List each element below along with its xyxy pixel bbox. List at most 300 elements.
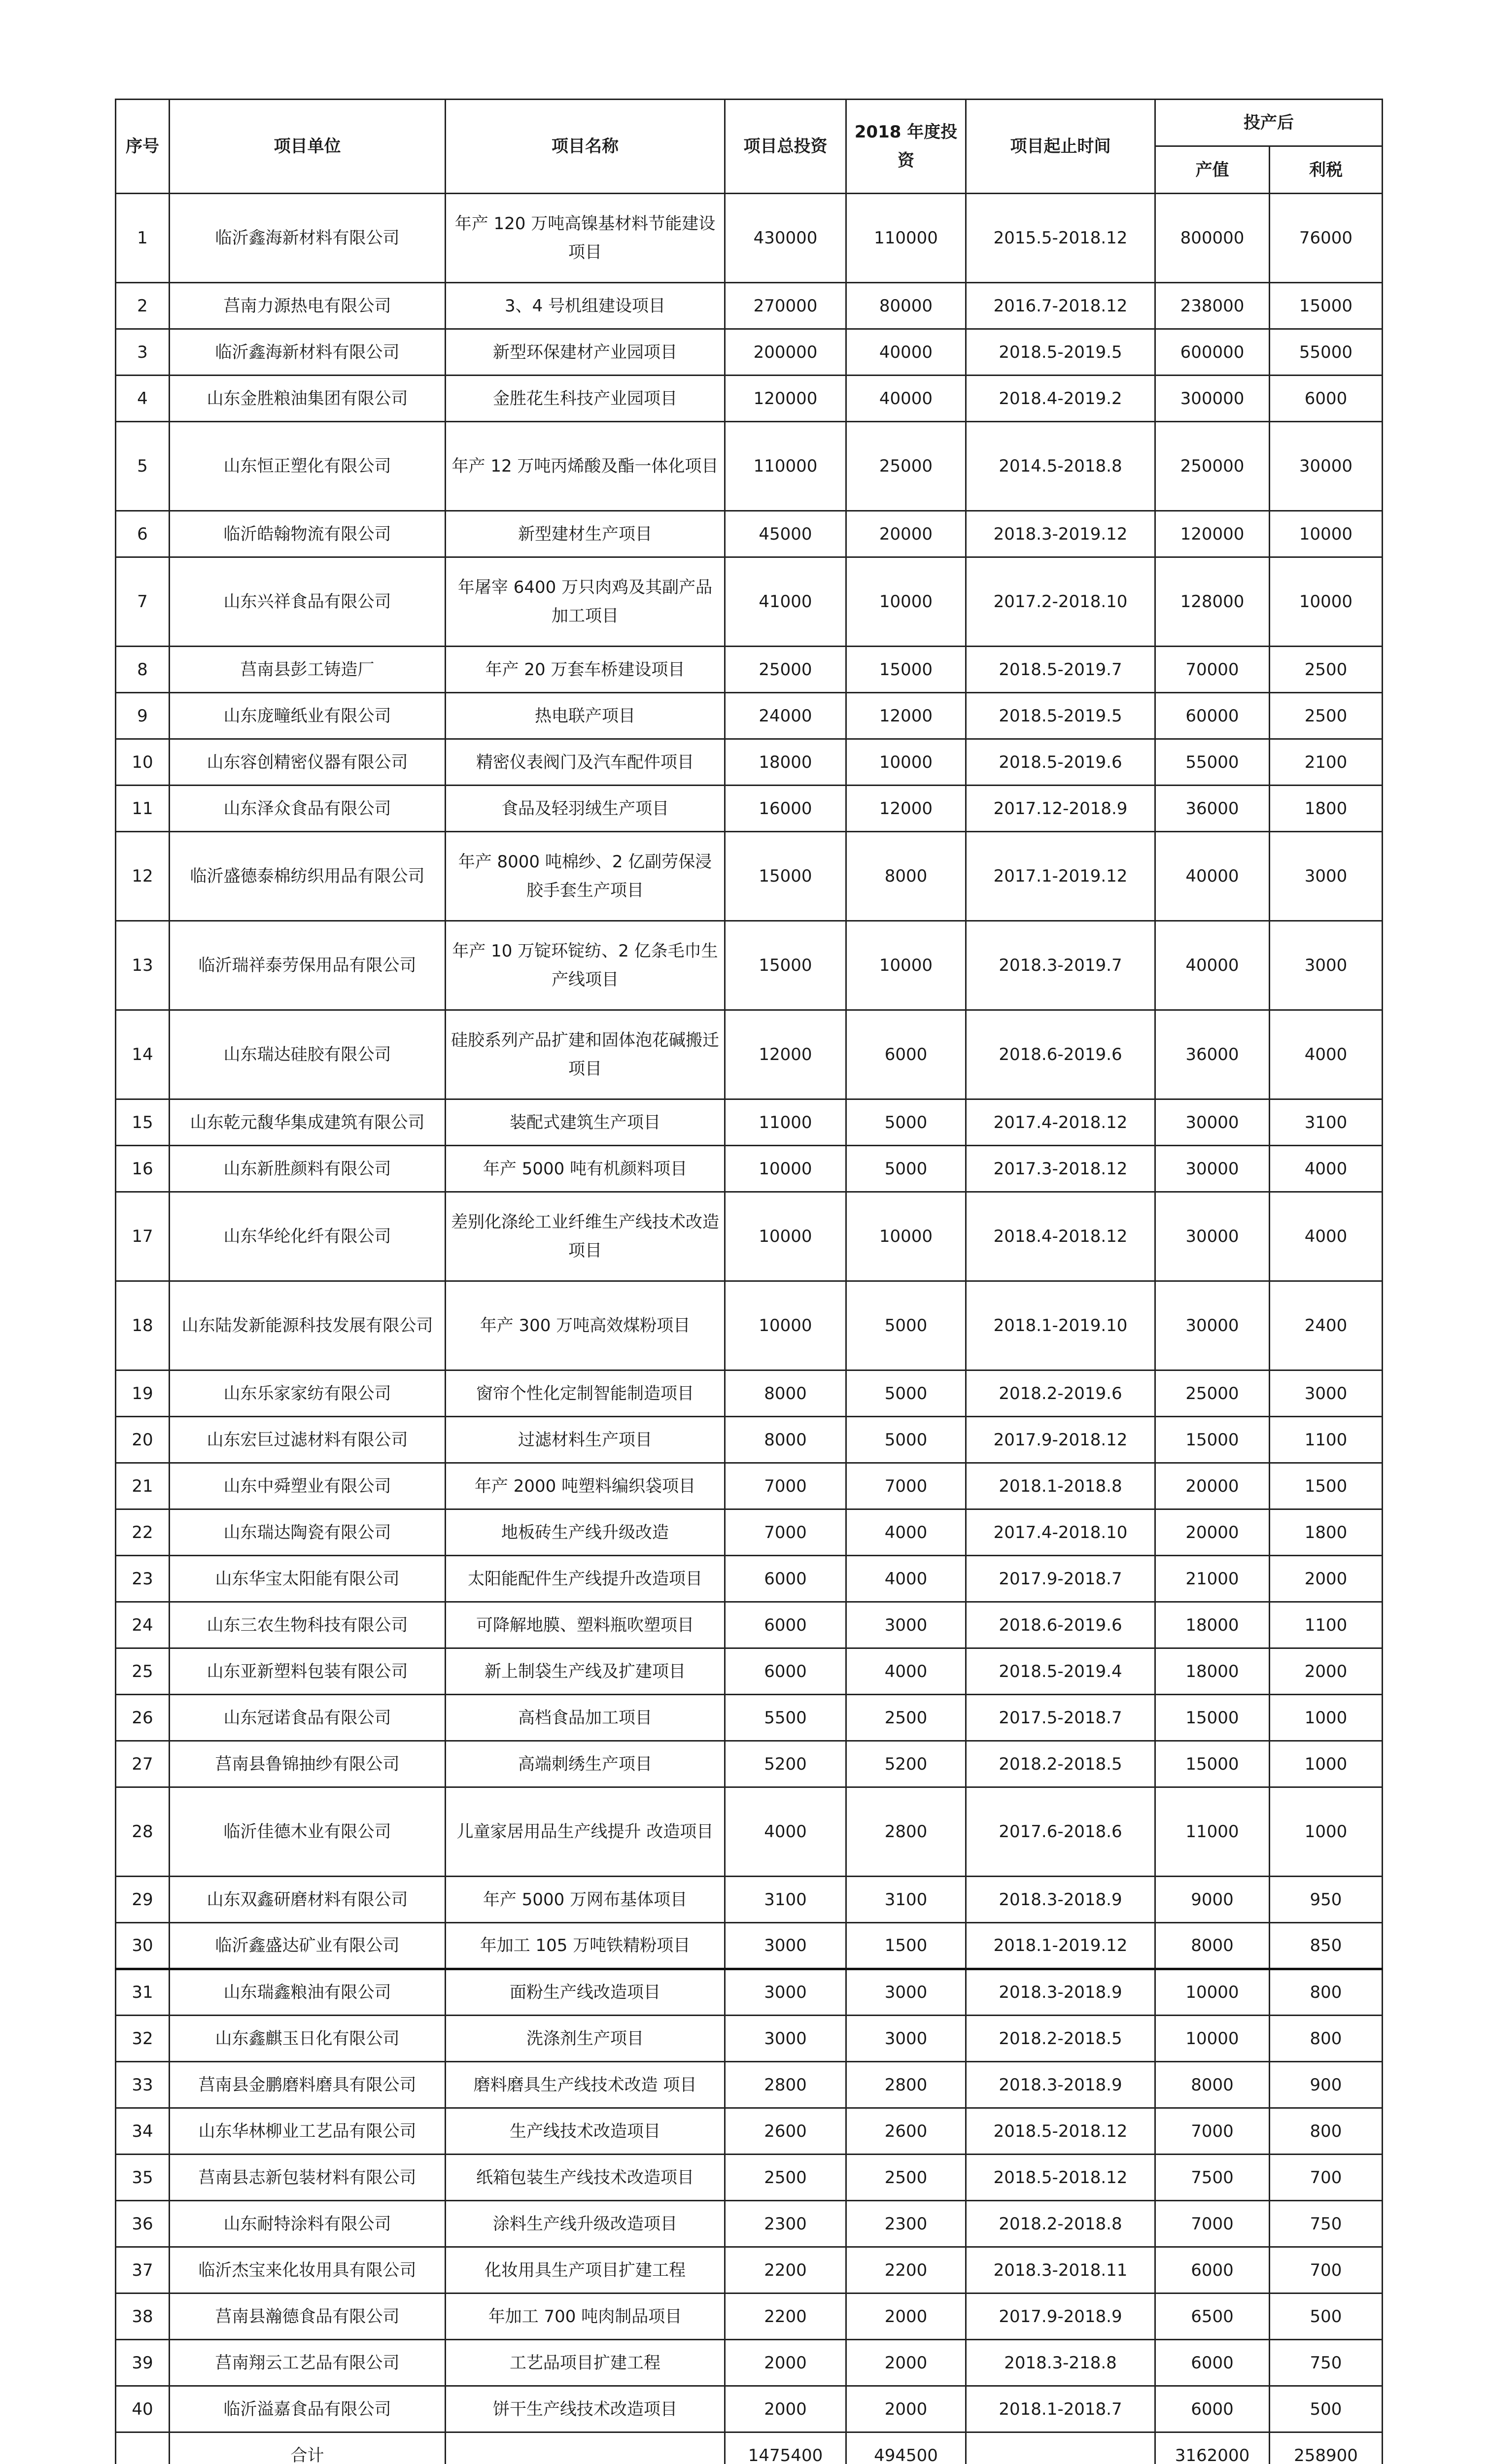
cell-total-invest: 8000 bbox=[725, 1370, 846, 1417]
cell-tax: 2500 bbox=[1270, 647, 1383, 693]
cell-output: 7000 bbox=[1155, 2108, 1270, 2155]
cell-total-invest: 45000 bbox=[725, 511, 846, 557]
cell-unit: 山东瑞达硅胶有限公司 bbox=[170, 1010, 446, 1099]
cell-period: 2018.3-2019.12 bbox=[966, 511, 1155, 557]
cell-name: 年屠宰 6400 万只肉鸡及其副产品加工项目 bbox=[446, 557, 725, 647]
cell-output: 300000 bbox=[1155, 376, 1270, 422]
cell-period: 2018.1-2019.10 bbox=[966, 1281, 1155, 1370]
header-row bbox=[116, 100, 1383, 146]
cell-name: 高端刺绣生产项目 bbox=[446, 1741, 725, 1787]
table-body bbox=[116, 194, 1383, 2432]
cell-total-invest: 8000 bbox=[725, 1417, 846, 1463]
cell-invest-2018: 2000 bbox=[846, 2340, 966, 2386]
cell-unit: 山东陆发新能源科技发展有限公司 bbox=[170, 1281, 446, 1370]
cell-tax: 750 bbox=[1270, 2340, 1383, 2386]
cell-seq: 20 bbox=[116, 1417, 170, 1463]
cell-output: 6000 bbox=[1155, 2340, 1270, 2386]
cell-output: 30000 bbox=[1155, 1099, 1270, 1146]
cell-output: 40000 bbox=[1155, 832, 1270, 921]
cell-output: 15000 bbox=[1155, 1417, 1270, 1463]
header-invest-2018: 2018 年度投资 bbox=[846, 100, 966, 194]
table-row bbox=[116, 1695, 1383, 1741]
cell-name: 工艺品项目扩建工程 bbox=[446, 2340, 725, 2386]
cell-period: 2018.3-2018.9 bbox=[966, 1877, 1155, 1923]
cell-seq: 37 bbox=[116, 2247, 170, 2293]
table-row bbox=[116, 376, 1383, 422]
cell-name: 太阳能配件生产线提升改造项目 bbox=[446, 1556, 725, 1602]
cell-seq: 29 bbox=[116, 1877, 170, 1923]
cell-name: 年产 5000 万网布基体项目 bbox=[446, 1877, 725, 1923]
cell-period: 2017.4-2018.10 bbox=[966, 1509, 1155, 1556]
cell-period: 2018.5-2019.6 bbox=[966, 739, 1155, 786]
cell-output: 250000 bbox=[1155, 422, 1270, 511]
cell-total-invest: 16000 bbox=[725, 786, 846, 832]
table-row bbox=[116, 1463, 1383, 1509]
cell-invest-2018: 5000 bbox=[846, 1417, 966, 1463]
cell-unit: 山东瑞达陶瓷有限公司 bbox=[170, 1509, 446, 1556]
cell-output: 40000 bbox=[1155, 921, 1270, 1010]
cell-name: 饼干生产线技术改造项目 bbox=[446, 2386, 725, 2432]
cell-invest-2018: 3100 bbox=[846, 1877, 966, 1923]
cell-total-invest: 2300 bbox=[725, 2201, 846, 2247]
cell-name: 年产 2000 吨塑料编织袋项目 bbox=[446, 1463, 725, 1509]
cell-invest-2018: 2300 bbox=[846, 2201, 966, 2247]
cell-period: 2016.7-2018.12 bbox=[966, 283, 1155, 329]
cell-output: 238000 bbox=[1155, 283, 1270, 329]
cell-invest-2018: 12000 bbox=[846, 786, 966, 832]
cell-tax: 55000 bbox=[1270, 329, 1383, 376]
header-output: 产值 bbox=[1155, 146, 1270, 194]
cell-name: 年产 10 万锭环锭纺、2 亿条毛巾生产线项目 bbox=[446, 921, 725, 1010]
cell-seq: 40 bbox=[116, 2386, 170, 2432]
cell-seq: 33 bbox=[116, 2062, 170, 2108]
cell-unit: 莒南县鲁锦抽纱有限公司 bbox=[170, 1741, 446, 1787]
cell-name: 新上制袋生产线及扩建项目 bbox=[446, 1648, 725, 1695]
cell-seq: 8 bbox=[116, 647, 170, 693]
cell-unit: 临沂鑫盛达矿业有限公司 bbox=[170, 1923, 446, 1969]
cell-unit: 山东新胜颜料有限公司 bbox=[170, 1146, 446, 1192]
cell-seq: 23 bbox=[116, 1556, 170, 1602]
cell-output: 600000 bbox=[1155, 329, 1270, 376]
cell-total-invest: 18000 bbox=[725, 739, 846, 786]
cell-total-invest: 10000 bbox=[725, 1281, 846, 1370]
cell-name: 年加工 105 万吨铁精粉项目 bbox=[446, 1923, 725, 1969]
cell-unit: 临沂瑞祥泰劳保用品有限公司 bbox=[170, 921, 446, 1010]
cell-total-invest: 2200 bbox=[725, 2247, 846, 2293]
cell-name: 过滤材料生产项目 bbox=[446, 1417, 725, 1463]
cell-total-invest: 2600 bbox=[725, 2108, 846, 2155]
cell-tax: 1100 bbox=[1270, 1602, 1383, 1648]
table-row bbox=[116, 2155, 1383, 2201]
cell-output: 21000 bbox=[1155, 1556, 1270, 1602]
cell-seq: 22 bbox=[116, 1509, 170, 1556]
cell-total-invest: 10000 bbox=[725, 1192, 846, 1281]
table-row bbox=[116, 1281, 1383, 1370]
cell-name: 儿童家居用品生产线提升 改造项目 bbox=[446, 1787, 725, 1877]
cell-seq: 9 bbox=[116, 693, 170, 739]
cell-invest-2018: 40000 bbox=[846, 376, 966, 422]
cell-period: 2018.5-2019.5 bbox=[966, 693, 1155, 739]
cell-unit: 山东乐家家纺有限公司 bbox=[170, 1370, 446, 1417]
cell-invest-2018: 2800 bbox=[846, 1787, 966, 1877]
table-row bbox=[116, 1556, 1383, 1602]
cell-period: 2018.6-2019.6 bbox=[966, 1010, 1155, 1099]
cell-unit: 山东容创精密仪器有限公司 bbox=[170, 739, 446, 786]
table-row bbox=[116, 511, 1383, 557]
cell-total-invest: 7000 bbox=[725, 1509, 846, 1556]
cell-total-invest: 2200 bbox=[725, 2293, 846, 2340]
cell-seq: 2 bbox=[116, 283, 170, 329]
cell-unit: 山东宏巨过滤材料有限公司 bbox=[170, 1417, 446, 1463]
cell-unit: 莒南县金鹏磨料磨具有限公司 bbox=[170, 2062, 446, 2108]
cell-seq: 24 bbox=[116, 1602, 170, 1648]
cell-invest-2018: 25000 bbox=[846, 422, 966, 511]
cell-name: 纸箱包装生产线技术改造项目 bbox=[446, 2155, 725, 2201]
header-total-invest: 项目总投资 bbox=[725, 100, 846, 194]
cell-total-invest: 5500 bbox=[725, 1695, 846, 1741]
cell-name: 食品及轻羽绒生产项目 bbox=[446, 786, 725, 832]
cell-tax: 15000 bbox=[1270, 283, 1383, 329]
cell-tax: 2400 bbox=[1270, 1281, 1383, 1370]
cell-tax: 1500 bbox=[1270, 1463, 1383, 1509]
cell-output: 8000 bbox=[1155, 1923, 1270, 1969]
cell-tax: 1800 bbox=[1270, 786, 1383, 832]
cell-output: 15000 bbox=[1155, 1741, 1270, 1787]
cell-output: 20000 bbox=[1155, 1509, 1270, 1556]
cell-output: 7000 bbox=[1155, 2201, 1270, 2247]
cell-name: 高档食品加工项目 bbox=[446, 1695, 725, 1741]
cell-period: 2018.2-2019.6 bbox=[966, 1370, 1155, 1417]
cell-tax: 1000 bbox=[1270, 1787, 1383, 1877]
cell-unit: 临沂鑫海新材料有限公司 bbox=[170, 329, 446, 376]
header-seq: 序号 bbox=[116, 100, 170, 194]
header-period: 项目起止时间 bbox=[966, 100, 1155, 194]
cell-tax: 1800 bbox=[1270, 1509, 1383, 1556]
cell-total-invest: 7000 bbox=[725, 1463, 846, 1509]
cell-tax: 900 bbox=[1270, 2062, 1383, 2108]
cell-seq: 12 bbox=[116, 832, 170, 921]
cell-seq: 36 bbox=[116, 2201, 170, 2247]
cell-unit: 山东冠诺食品有限公司 bbox=[170, 1695, 446, 1741]
cell-period: 2018.4-2019.2 bbox=[966, 376, 1155, 422]
table-row bbox=[116, 2016, 1383, 2062]
cell-invest-2018: 40000 bbox=[846, 329, 966, 376]
cell-invest-2018: 6000 bbox=[846, 1010, 966, 1099]
cell-tax: 4000 bbox=[1270, 1192, 1383, 1281]
cell-name: 装配式建筑生产项目 bbox=[446, 1099, 725, 1146]
cell-output: 25000 bbox=[1155, 1370, 1270, 1417]
cell-tax: 700 bbox=[1270, 2247, 1383, 2293]
cell-tax: 3100 bbox=[1270, 1099, 1383, 1146]
cell-period: 2018.1-2019.12 bbox=[966, 1923, 1155, 1969]
cell-invest-2018: 5000 bbox=[846, 1370, 966, 1417]
cell-name: 年产 8000 吨棉纱、2 亿副劳保浸胶手套生产项目 bbox=[446, 832, 725, 921]
cell-seq: 27 bbox=[116, 1741, 170, 1787]
cell-name: 硅胶系列产品扩建和固体泡花碱搬迁项目 bbox=[446, 1010, 725, 1099]
cell-tax: 4000 bbox=[1270, 1146, 1383, 1192]
cell-total-invest: 3100 bbox=[725, 1877, 846, 1923]
cell-unit: 临沂杰宝来化妆用具有限公司 bbox=[170, 2247, 446, 2293]
cell-period: 2018.1-2018.7 bbox=[966, 2386, 1155, 2432]
cell-total-invest: 4000 bbox=[725, 1787, 846, 1877]
cell-seq: 14 bbox=[116, 1010, 170, 1099]
table-row bbox=[116, 283, 1383, 329]
cell-invest-2018: 2600 bbox=[846, 2108, 966, 2155]
cell-total-invest: 3000 bbox=[725, 2016, 846, 2062]
cell-output: 55000 bbox=[1155, 739, 1270, 786]
total-tax: 258900 bbox=[1270, 2432, 1383, 2464]
cell-total-invest: 430000 bbox=[725, 194, 846, 283]
cell-name: 年产 5000 吨有机颜料项目 bbox=[446, 1146, 725, 1192]
cell-invest-2018: 10000 bbox=[846, 557, 966, 647]
table-row bbox=[116, 1370, 1383, 1417]
cell-total-invest: 3000 bbox=[725, 1969, 846, 2016]
cell-unit: 山东双鑫研磨材料有限公司 bbox=[170, 1877, 446, 1923]
cell-invest-2018: 8000 bbox=[846, 832, 966, 921]
table-row bbox=[116, 1969, 1383, 2016]
cell-period: 2018.3-2018.9 bbox=[966, 2062, 1155, 2108]
cell-seq: 32 bbox=[116, 2016, 170, 2062]
cell-seq: 1 bbox=[116, 194, 170, 283]
cell-period: 2017.9-2018.9 bbox=[966, 2293, 1155, 2340]
cell-period: 2017.2-2018.10 bbox=[966, 557, 1155, 647]
cell-tax: 2000 bbox=[1270, 1648, 1383, 1695]
cell-invest-2018: 5000 bbox=[846, 1281, 966, 1370]
cell-output: 128000 bbox=[1155, 557, 1270, 647]
cell-invest-2018: 4000 bbox=[846, 1509, 966, 1556]
cell-name: 热电联产项目 bbox=[446, 693, 725, 739]
cell-period: 2015.5-2018.12 bbox=[966, 194, 1155, 283]
table-row bbox=[116, 2108, 1383, 2155]
table-row bbox=[116, 1146, 1383, 1192]
cell-name: 年产 120 万吨高镍基材料节能建设项目 bbox=[446, 194, 725, 283]
table-row bbox=[116, 1099, 1383, 1146]
cell-seq: 11 bbox=[116, 786, 170, 832]
cell-seq: 35 bbox=[116, 2155, 170, 2201]
table-row bbox=[116, 1602, 1383, 1648]
cell-tax: 850 bbox=[1270, 1923, 1383, 1969]
cell-name: 年加工 700 吨肉制品项目 bbox=[446, 2293, 725, 2340]
table-row bbox=[116, 786, 1383, 832]
cell-period: 2018.3-2018.11 bbox=[966, 2247, 1155, 2293]
table-row bbox=[116, 647, 1383, 693]
cell-period: 2017.6-2018.6 bbox=[966, 1787, 1155, 1877]
cell-tax: 4000 bbox=[1270, 1010, 1383, 1099]
cell-seq: 25 bbox=[116, 1648, 170, 1695]
cell-period: 2017.9-2018.12 bbox=[966, 1417, 1155, 1463]
table-row bbox=[116, 1417, 1383, 1463]
cell-tax: 2500 bbox=[1270, 693, 1383, 739]
cell-period: 2018.5-2018.12 bbox=[966, 2155, 1155, 2201]
cell-seq: 15 bbox=[116, 1099, 170, 1146]
cell-unit: 山东庞疃纸业有限公司 bbox=[170, 693, 446, 739]
cell-tax: 3000 bbox=[1270, 921, 1383, 1010]
cell-invest-2018: 4000 bbox=[846, 1556, 966, 1602]
cell-period: 2018.5-2019.7 bbox=[966, 647, 1155, 693]
cell-invest-2018: 15000 bbox=[846, 647, 966, 693]
table-row bbox=[116, 832, 1383, 921]
cell-tax: 700 bbox=[1270, 2155, 1383, 2201]
cell-unit: 山东三农生物科技有限公司 bbox=[170, 1602, 446, 1648]
cell-period: 2017.1-2019.12 bbox=[966, 832, 1155, 921]
cell-unit: 山东中舜塑业有限公司 bbox=[170, 1463, 446, 1509]
cell-output: 60000 bbox=[1155, 693, 1270, 739]
cell-total-invest: 120000 bbox=[725, 376, 846, 422]
cell-invest-2018: 1500 bbox=[846, 1923, 966, 1969]
cell-invest-2018: 4000 bbox=[846, 1648, 966, 1695]
cell-unit: 山东瑞鑫粮油有限公司 bbox=[170, 1969, 446, 2016]
cell-tax: 3000 bbox=[1270, 832, 1383, 921]
cell-total-invest: 6000 bbox=[725, 1648, 846, 1695]
total-invest: 1475400 bbox=[725, 2432, 846, 2464]
cell-output: 30000 bbox=[1155, 1146, 1270, 1192]
cell-unit: 山东华林柳业工艺品有限公司 bbox=[170, 2108, 446, 2155]
cell-period: 2018.4-2018.12 bbox=[966, 1192, 1155, 1281]
cell-unit: 山东金胜粮油集团有限公司 bbox=[170, 376, 446, 422]
table-row bbox=[116, 2247, 1383, 2293]
cell-period: 2017.4-2018.12 bbox=[966, 1099, 1155, 1146]
cell-seq: 18 bbox=[116, 1281, 170, 1370]
cell-seq: 34 bbox=[116, 2108, 170, 2155]
cell-tax: 76000 bbox=[1270, 194, 1383, 283]
table-row bbox=[116, 194, 1383, 283]
cell-period: 2018.3-2019.7 bbox=[966, 921, 1155, 1010]
cell-invest-2018: 2500 bbox=[846, 1695, 966, 1741]
cell-output: 6000 bbox=[1155, 2386, 1270, 2432]
cell-seq: 7 bbox=[116, 557, 170, 647]
table-row bbox=[116, 921, 1383, 1010]
cell-unit: 山东恒正塑化有限公司 bbox=[170, 422, 446, 511]
cell-total-invest: 25000 bbox=[725, 647, 846, 693]
cell-tax: 500 bbox=[1270, 2293, 1383, 2340]
table-row bbox=[116, 1787, 1383, 1877]
cell-unit: 莒南力源热电有限公司 bbox=[170, 283, 446, 329]
cell-name: 窗帘个性化定制智能制造项目 bbox=[446, 1370, 725, 1417]
cell-tax: 2100 bbox=[1270, 739, 1383, 786]
cell-period: 2017.12-2018.9 bbox=[966, 786, 1155, 832]
cell-unit: 山东泽众食品有限公司 bbox=[170, 786, 446, 832]
cell-tax: 800 bbox=[1270, 1969, 1383, 2016]
cell-period: 2018.2-2018.8 bbox=[966, 2201, 1155, 2247]
table-row bbox=[116, 2386, 1383, 2432]
total-row bbox=[116, 2432, 1383, 2464]
cell-output: 18000 bbox=[1155, 1602, 1270, 1648]
total-invest-2018: 494500 bbox=[846, 2432, 966, 2464]
cell-total-invest: 5200 bbox=[725, 1741, 846, 1787]
cell-output: 10000 bbox=[1155, 2016, 1270, 2062]
total-output: 3162000 bbox=[1155, 2432, 1270, 2464]
cell-output: 20000 bbox=[1155, 1463, 1270, 1509]
cell-name: 新型建材生产项目 bbox=[446, 511, 725, 557]
cell-invest-2018: 5200 bbox=[846, 1741, 966, 1787]
cell-invest-2018: 3000 bbox=[846, 1602, 966, 1648]
cell-output: 36000 bbox=[1155, 786, 1270, 832]
table-row bbox=[116, 1192, 1383, 1281]
cell-period: 2018.3-218.8 bbox=[966, 2340, 1155, 2386]
cell-unit: 临沂鑫海新材料有限公司 bbox=[170, 194, 446, 283]
total-period bbox=[966, 2432, 1155, 2464]
project-table bbox=[115, 99, 1383, 2464]
cell-name: 涂料生产线升级改造项目 bbox=[446, 2201, 725, 2247]
cell-name: 年产 12 万吨丙烯酸及酯一体化项目 bbox=[446, 422, 725, 511]
cell-name: 洗涤剂生产项目 bbox=[446, 2016, 725, 2062]
cell-invest-2018: 2000 bbox=[846, 2293, 966, 2340]
cell-unit: 临沂溢嘉食品有限公司 bbox=[170, 2386, 446, 2432]
cell-seq: 31 bbox=[116, 1969, 170, 2016]
cell-total-invest: 2000 bbox=[725, 2340, 846, 2386]
table-row bbox=[116, 2340, 1383, 2386]
table-row bbox=[116, 693, 1383, 739]
cell-total-invest: 11000 bbox=[725, 1099, 846, 1146]
cell-tax: 2000 bbox=[1270, 1556, 1383, 1602]
total-label: 合计 bbox=[170, 2432, 446, 2464]
cell-tax: 3000 bbox=[1270, 1370, 1383, 1417]
cell-output: 30000 bbox=[1155, 1192, 1270, 1281]
cell-output: 8000 bbox=[1155, 2062, 1270, 2108]
cell-seq: 4 bbox=[116, 376, 170, 422]
cell-invest-2018: 12000 bbox=[846, 693, 966, 739]
cell-tax: 800 bbox=[1270, 2016, 1383, 2062]
cell-invest-2018: 2200 bbox=[846, 2247, 966, 2293]
cell-period: 2018.2-2018.5 bbox=[966, 1741, 1155, 1787]
cell-period: 2018.1-2018.8 bbox=[966, 1463, 1155, 1509]
cell-output: 36000 bbox=[1155, 1010, 1270, 1099]
cell-name: 差别化涤纶工业纤维生产线技术改造项目 bbox=[446, 1192, 725, 1281]
cell-output: 15000 bbox=[1155, 1695, 1270, 1741]
cell-seq: 39 bbox=[116, 2340, 170, 2386]
cell-name: 化妆用具生产项目扩建工程 bbox=[446, 2247, 725, 2293]
cell-invest-2018: 3000 bbox=[846, 2016, 966, 2062]
cell-unit: 山东耐特涂料有限公司 bbox=[170, 2201, 446, 2247]
cell-total-invest: 15000 bbox=[725, 921, 846, 1010]
table-row bbox=[116, 1648, 1383, 1695]
table-row bbox=[116, 1923, 1383, 1969]
cell-unit: 临沂皓翰物流有限公司 bbox=[170, 511, 446, 557]
cell-invest-2018: 7000 bbox=[846, 1463, 966, 1509]
cell-total-invest: 3000 bbox=[725, 1923, 846, 1969]
table-row bbox=[116, 329, 1383, 376]
header-after: 投产后 bbox=[1155, 100, 1383, 146]
cell-invest-2018: 3000 bbox=[846, 1969, 966, 2016]
cell-seq: 6 bbox=[116, 511, 170, 557]
cell-tax: 1000 bbox=[1270, 1741, 1383, 1787]
cell-seq: 10 bbox=[116, 739, 170, 786]
cell-output: 30000 bbox=[1155, 1281, 1270, 1370]
cell-invest-2018: 10000 bbox=[846, 739, 966, 786]
cell-unit: 临沂盛德泰棉纺织用品有限公司 bbox=[170, 832, 446, 921]
header-unit: 项目单位 bbox=[170, 100, 446, 194]
cell-period: 2018.5-2019.5 bbox=[966, 329, 1155, 376]
cell-total-invest: 15000 bbox=[725, 832, 846, 921]
cell-period: 2018.5-2018.12 bbox=[966, 2108, 1155, 2155]
cell-period: 2017.5-2018.7 bbox=[966, 1695, 1155, 1741]
cell-unit: 山东华宝太阳能有限公司 bbox=[170, 1556, 446, 1602]
cell-period: 2018.3-2018.9 bbox=[966, 1969, 1155, 2016]
cell-unit: 山东鑫麒玉日化有限公司 bbox=[170, 2016, 446, 2062]
cell-total-invest: 6000 bbox=[725, 1602, 846, 1648]
cell-total-invest: 41000 bbox=[725, 557, 846, 647]
cell-invest-2018: 10000 bbox=[846, 921, 966, 1010]
cell-total-invest: 2800 bbox=[725, 2062, 846, 2108]
cell-invest-2018: 10000 bbox=[846, 1192, 966, 1281]
cell-seq: 28 bbox=[116, 1787, 170, 1877]
cell-unit: 临沂佳德木业有限公司 bbox=[170, 1787, 446, 1877]
cell-unit: 莒南县彭工铸造厂 bbox=[170, 647, 446, 693]
cell-unit: 莒南翔云工艺品有限公司 bbox=[170, 2340, 446, 2386]
cell-invest-2018: 20000 bbox=[846, 511, 966, 557]
cell-tax: 950 bbox=[1270, 1877, 1383, 1923]
header-tax: 利税 bbox=[1270, 146, 1383, 194]
